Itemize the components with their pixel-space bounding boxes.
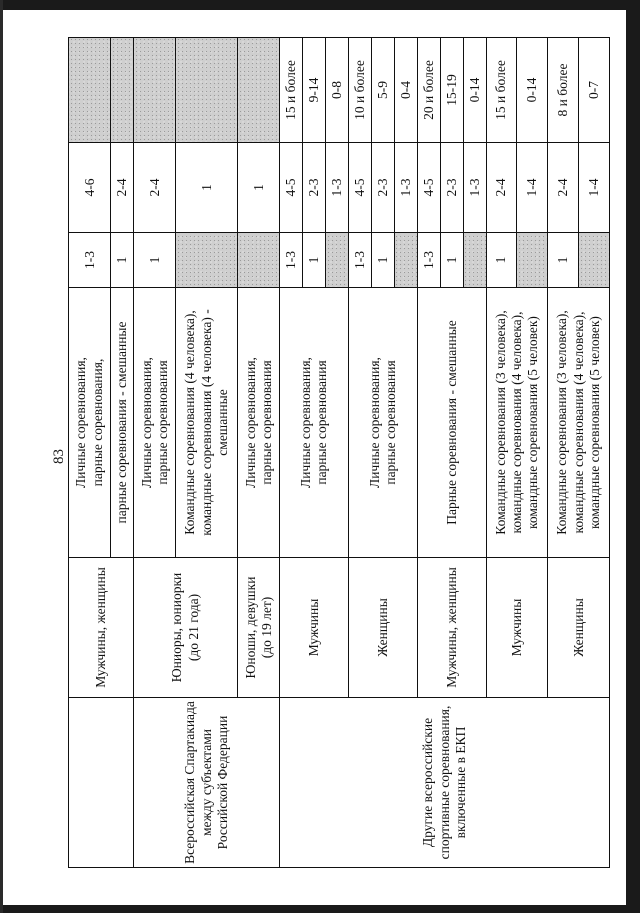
discipline-cell-text: Командные соревнования (3 человека), командные соревнования (4 человека), командные соревнования (5 человек) bbox=[492, 310, 541, 535]
places-cell-text: 1-3 bbox=[283, 251, 299, 269]
discipline-cell bbox=[548, 288, 610, 558]
gender-cell bbox=[548, 558, 610, 698]
participants-cell-text: 0-7 bbox=[585, 81, 601, 99]
participants-cell bbox=[372, 38, 395, 143]
range-cell bbox=[548, 143, 579, 233]
participants-cell bbox=[417, 38, 440, 143]
places-cell bbox=[176, 233, 238, 288]
gender-cell-text: Юниоры, юниорки (до 21 года) bbox=[169, 572, 201, 683]
discipline-cell-text: Личные соревнования, парные соревнования bbox=[138, 357, 170, 488]
places-cell-text: 1 bbox=[146, 256, 162, 264]
competition-table bbox=[68, 37, 610, 868]
places-cell bbox=[349, 233, 372, 288]
table-row bbox=[280, 38, 303, 868]
places-cell bbox=[463, 233, 486, 288]
range-cell-text: 1-3 bbox=[397, 178, 413, 197]
discipline-cell-text: Личные соревнования, парные соревнования bbox=[242, 357, 274, 488]
page-number: 83 bbox=[51, 449, 67, 464]
range-cell bbox=[463, 143, 486, 233]
range-cell bbox=[326, 143, 349, 233]
places-cell-text: 1 bbox=[493, 256, 509, 264]
range-cell bbox=[349, 143, 372, 233]
range-cell bbox=[394, 143, 417, 233]
discipline-cell bbox=[69, 288, 111, 558]
participants-cell bbox=[134, 38, 176, 143]
places-cell bbox=[280, 233, 303, 288]
discipline-cell bbox=[417, 288, 486, 558]
range-cell-text: 2-3 bbox=[306, 178, 322, 197]
discipline-cell-text: Парные соревнования - смешанные bbox=[443, 320, 459, 525]
places-cell bbox=[326, 233, 349, 288]
range-cell-text: 1 bbox=[250, 184, 266, 191]
discipline-cell-text: Личные соревнования, парные соревнования bbox=[298, 357, 330, 488]
event-cell-text: Другие всероссийские спортивные соревнования, включенные в ЕКП bbox=[420, 705, 468, 860]
gender-cell bbox=[280, 558, 349, 698]
range-cell bbox=[280, 143, 303, 233]
gender-cell-text: Юноши, девушки (до 19 лет) bbox=[242, 576, 274, 679]
places-cell bbox=[486, 233, 517, 288]
participants-cell-text: 0-14 bbox=[466, 77, 482, 103]
range-cell bbox=[238, 143, 280, 233]
places-cell bbox=[134, 233, 176, 288]
participants-cell bbox=[280, 38, 303, 143]
range-cell-text: 2-4 bbox=[114, 178, 130, 197]
discipline-cell bbox=[176, 288, 238, 558]
places-cell bbox=[417, 233, 440, 288]
participants-cell bbox=[176, 38, 238, 143]
participants-cell-text: 0-14 bbox=[524, 77, 540, 103]
range-cell-text: 4-5 bbox=[351, 178, 367, 197]
participants-cell-text: 15 и более bbox=[283, 60, 299, 120]
discipline-cell bbox=[486, 288, 548, 558]
range-cell bbox=[111, 143, 134, 233]
event-cell-text: Всероссийская Спартакиада между субъектами Российской Федерации bbox=[182, 701, 230, 864]
rotated-table bbox=[68, 38, 610, 868]
places-cell-text: 1-3 bbox=[420, 251, 436, 269]
range-cell-text: 2-4 bbox=[555, 178, 571, 197]
range-cell-text: 1-4 bbox=[585, 178, 601, 197]
participants-cell-text: 15 и более bbox=[493, 60, 509, 120]
range-cell-text: 4-5 bbox=[420, 178, 436, 197]
participants-cell bbox=[548, 38, 579, 143]
scan-border-right bbox=[626, 0, 640, 913]
participants-cell bbox=[579, 38, 610, 143]
discipline-cell-text: Личные соревнования, парные соревнования, bbox=[73, 357, 105, 488]
places-cell-text: 1 bbox=[306, 256, 322, 264]
range-cell-text: 1-3 bbox=[466, 178, 482, 197]
range-cell-text: 2-3 bbox=[374, 178, 390, 197]
range-cell bbox=[517, 143, 548, 233]
discipline-cell bbox=[349, 288, 418, 558]
places-cell bbox=[111, 233, 134, 288]
participants-cell bbox=[440, 38, 463, 143]
range-cell bbox=[372, 143, 395, 233]
places-cell bbox=[517, 233, 548, 288]
gender-cell-text: Мужчины, женщины bbox=[93, 567, 108, 688]
participants-cell bbox=[238, 38, 280, 143]
gender-cell-text: Мужчины, женщины bbox=[443, 567, 459, 688]
scan-border-top bbox=[0, 0, 640, 10]
range-cell bbox=[440, 143, 463, 233]
participants-cell-text: 10 и более bbox=[351, 60, 367, 120]
range-cell bbox=[69, 143, 111, 233]
range-cell bbox=[176, 143, 238, 233]
discipline-cell-text: Командные соревнования (4 человека), командные соревнования (4 человека) - смешанные bbox=[182, 309, 230, 536]
participants-cell-text: 20 и более bbox=[420, 60, 436, 120]
places-cell-text: 1-3 bbox=[81, 251, 97, 269]
places-cell-text: 1 bbox=[114, 256, 130, 264]
participants-cell bbox=[111, 38, 134, 143]
gender-cell-text: Женщины bbox=[570, 598, 586, 657]
range-cell bbox=[579, 143, 610, 233]
gender-cell-text: Мужчины bbox=[306, 598, 322, 657]
participants-cell bbox=[303, 38, 326, 143]
range-cell bbox=[486, 143, 517, 233]
discipline-cell-text: Личные соревнования, парные соревнования bbox=[366, 357, 398, 488]
event-cell bbox=[134, 698, 280, 868]
discipline-cell-text: парные соревнования - смешанные bbox=[114, 321, 130, 524]
range-cell bbox=[417, 143, 440, 233]
gender-cell bbox=[238, 558, 280, 698]
participants-cell-text: 15-19 bbox=[443, 74, 459, 106]
scan-border-left bbox=[0, 0, 3, 913]
range-cell-text: 1-4 bbox=[524, 178, 540, 197]
event-cell bbox=[69, 698, 134, 868]
scan-border-bottom bbox=[0, 905, 640, 913]
places-cell bbox=[394, 233, 417, 288]
gender-cell bbox=[69, 558, 134, 698]
places-cell bbox=[440, 233, 463, 288]
range-cell bbox=[303, 143, 326, 233]
range-cell-text: 4-5 bbox=[283, 178, 299, 197]
places-cell bbox=[69, 233, 111, 288]
range-cell-text: 2-4 bbox=[146, 178, 162, 197]
participants-cell-text: 0-4 bbox=[397, 81, 413, 99]
range-cell-text: 2-4 bbox=[493, 178, 509, 197]
table-row bbox=[69, 38, 111, 868]
places-cell bbox=[238, 233, 280, 288]
discipline-cell-text: Командные соревнования (3 человека), командные соревнования (4 человека), командные соревнования (5 человек) bbox=[554, 310, 602, 535]
places-cell-text: 1-3 bbox=[351, 251, 367, 269]
event-cell bbox=[280, 698, 610, 868]
discipline-cell bbox=[238, 288, 280, 558]
participants-cell-text: 0-8 bbox=[329, 81, 345, 99]
range-cell-text: 4-6 bbox=[81, 178, 97, 197]
gender-cell bbox=[134, 558, 238, 698]
range-cell-text: 1 bbox=[198, 184, 214, 191]
gender-cell-text: Женщины bbox=[374, 598, 390, 657]
discipline-cell bbox=[111, 288, 134, 558]
gender-cell bbox=[417, 558, 486, 698]
gender-cell-text: Мужчины bbox=[508, 598, 524, 657]
participants-cell bbox=[349, 38, 372, 143]
gender-cell bbox=[486, 558, 548, 698]
participants-cell-text: 5-9 bbox=[374, 81, 390, 99]
places-cell bbox=[579, 233, 610, 288]
participants-cell bbox=[326, 38, 349, 143]
places-cell bbox=[548, 233, 579, 288]
participants-cell bbox=[394, 38, 417, 143]
table-row bbox=[134, 38, 176, 868]
rotated-table-frame bbox=[68, 38, 610, 868]
range-cell-text: 1-3 bbox=[329, 178, 345, 197]
places-cell bbox=[303, 233, 326, 288]
places-cell-text: 1 bbox=[443, 256, 459, 264]
participants-cell bbox=[463, 38, 486, 143]
discipline-cell bbox=[280, 288, 349, 558]
range-cell-text: 2-3 bbox=[443, 178, 459, 197]
participants-cell bbox=[69, 38, 111, 143]
participants-cell bbox=[517, 38, 548, 143]
range-cell bbox=[134, 143, 176, 233]
discipline-cell bbox=[134, 288, 176, 558]
participants-cell bbox=[486, 38, 517, 143]
participants-cell-text: 8 и более bbox=[555, 63, 571, 117]
places-cell-text: 1 bbox=[555, 256, 571, 264]
gender-cell bbox=[349, 558, 418, 698]
participants-cell-text: 9-14 bbox=[306, 77, 322, 103]
places-cell-text: 1 bbox=[374, 256, 390, 264]
places-cell bbox=[372, 233, 395, 288]
